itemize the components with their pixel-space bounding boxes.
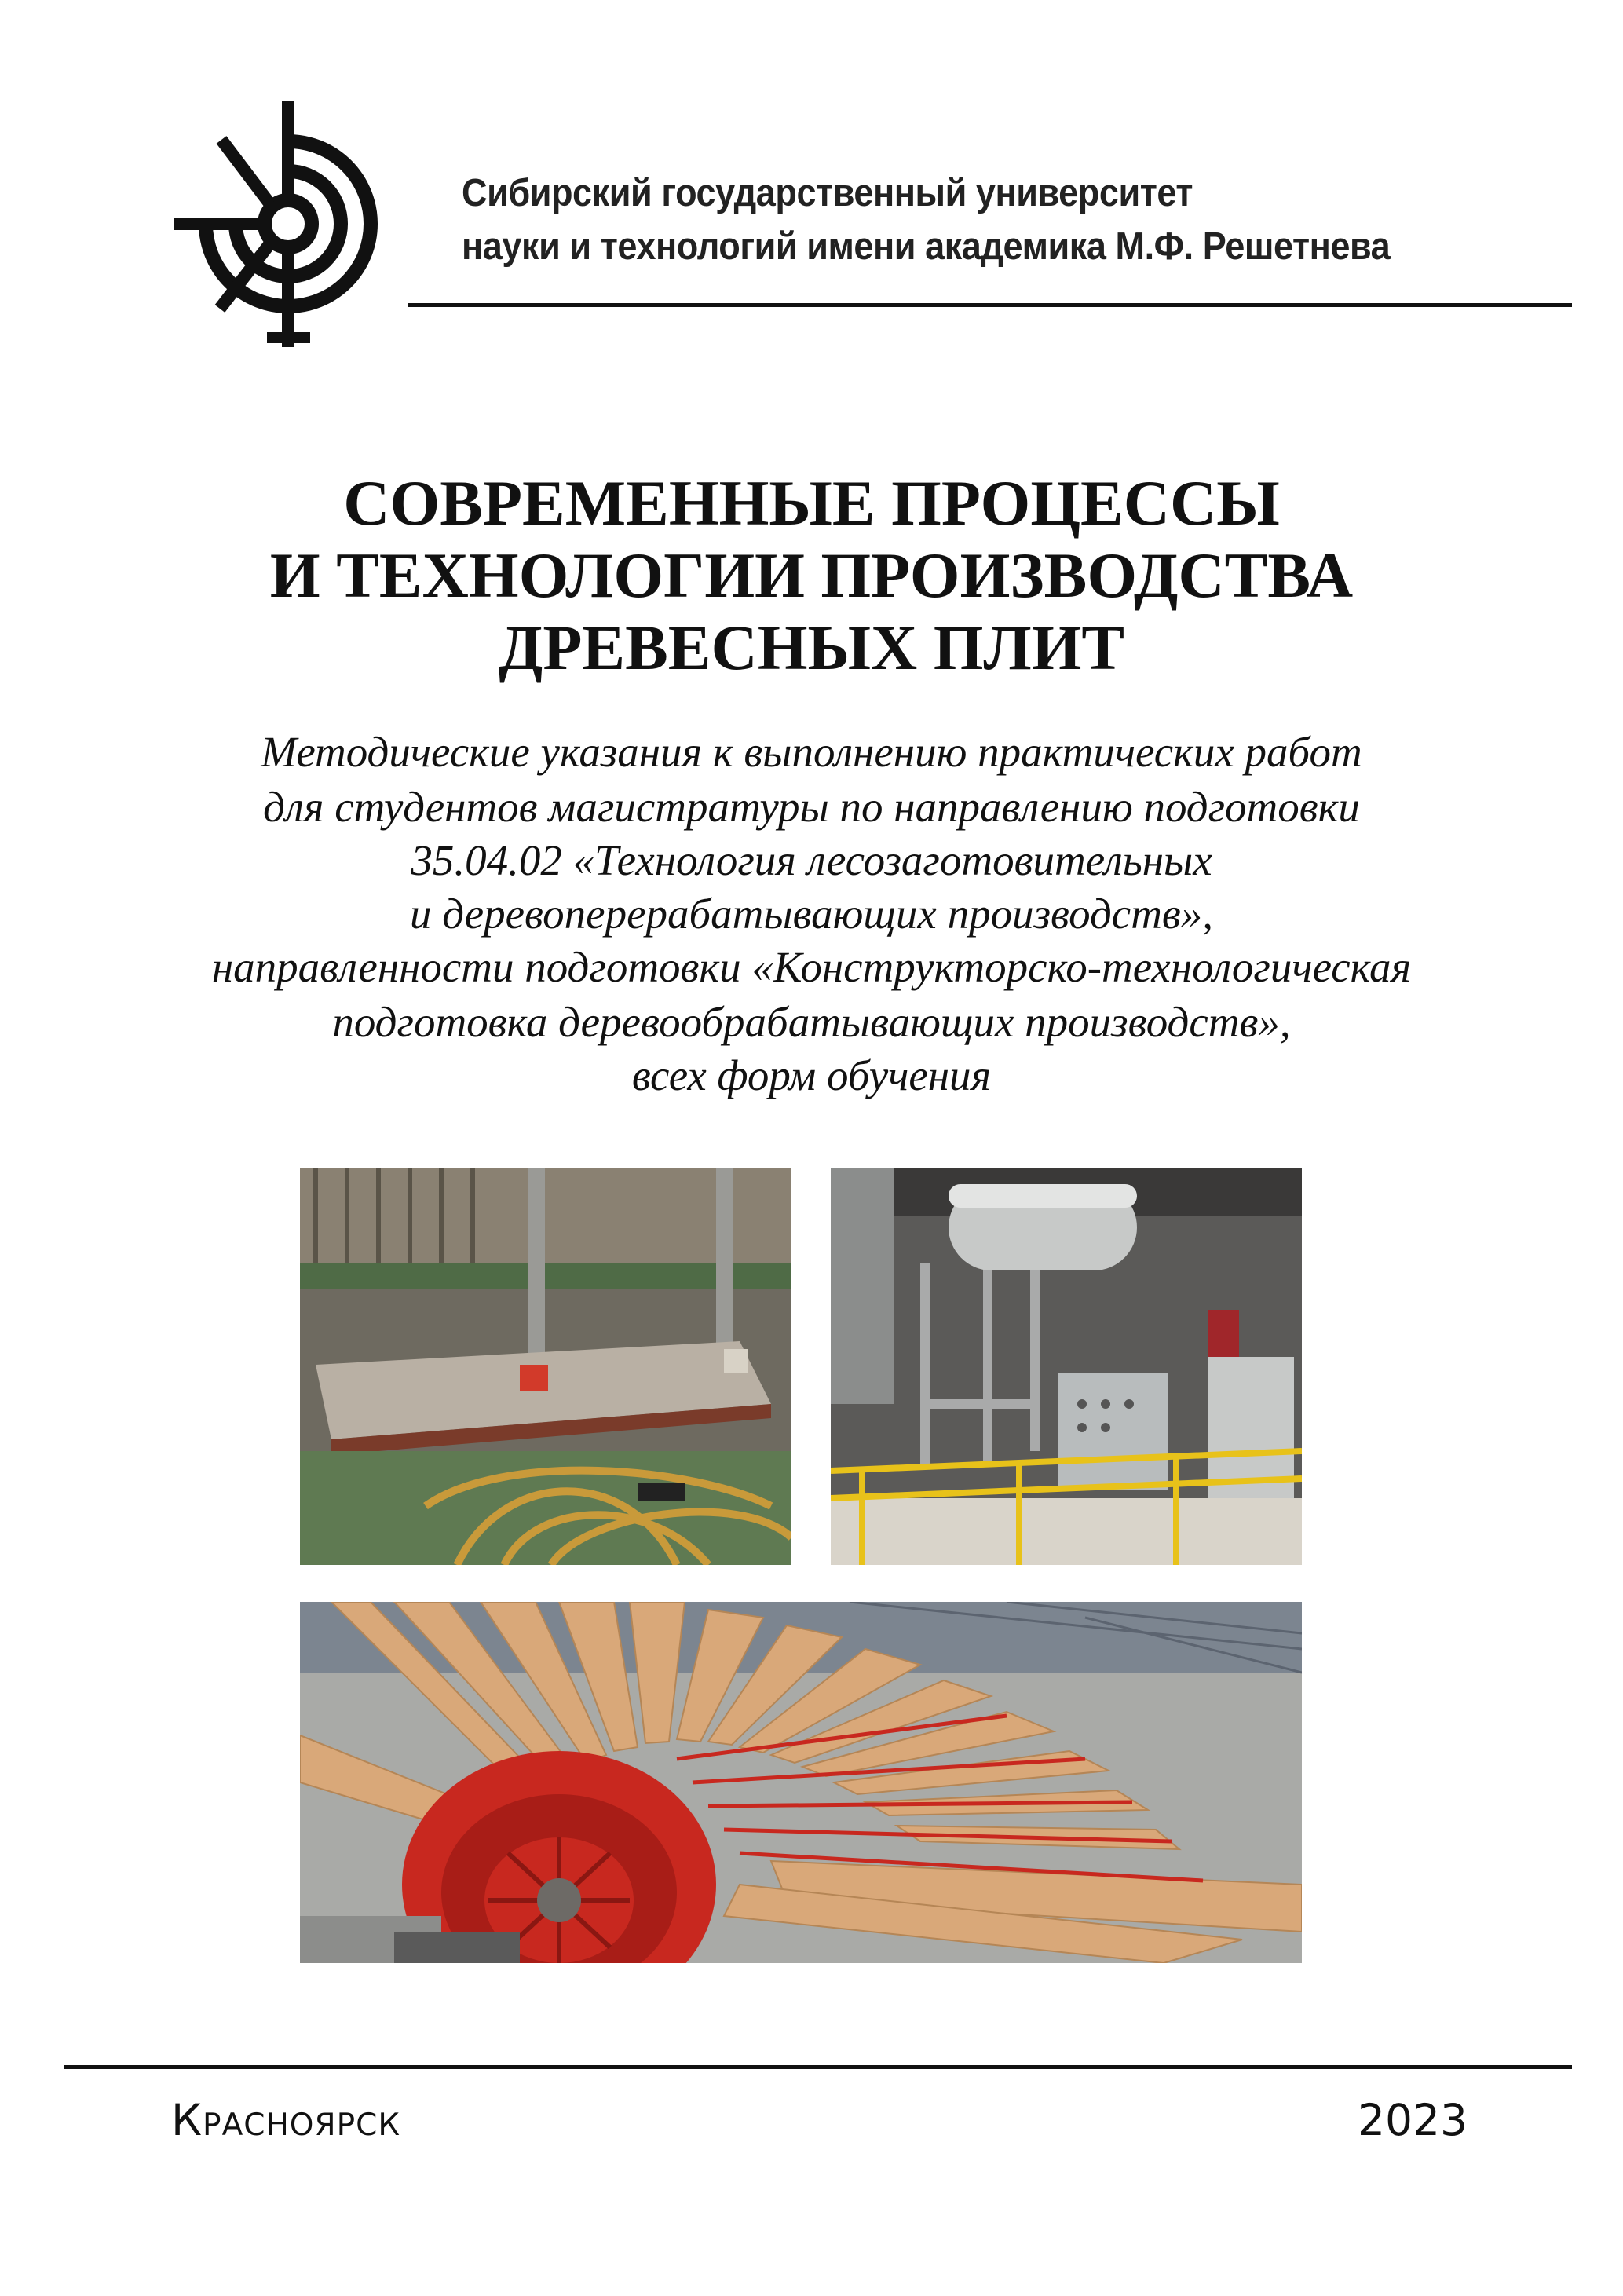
press-machine-photo xyxy=(300,1168,791,1565)
publication-city: Красноярск xyxy=(171,2095,401,2145)
subtitle-line7: всех форм обучения xyxy=(631,1051,992,1099)
university-name-line2: науки и технологий имени академика М.Ф. Решетнева xyxy=(462,225,1391,268)
subtitle-line6: подготовка деревообрабатывающих производств», xyxy=(332,998,1291,1046)
subtitle-line1: Методические указания к выполнению практических работ xyxy=(261,728,1362,776)
document-title-line2: И ТЕХНОЛОГИИ ПРОИЗВОДСТВА xyxy=(269,539,1354,611)
panel-cooling-turner-photo xyxy=(300,1602,1302,1963)
subtitle-line5: направленности подготовки «Конструкторско-технологическая xyxy=(211,943,1412,991)
university-emblem-icon xyxy=(174,101,402,347)
document-title-line1: СОВРЕМЕННЫЕ ПРОЦЕССЫ xyxy=(343,467,1280,539)
subtitle-line4: и деревоперерабатывающих производств», xyxy=(409,890,1214,938)
university-name-line1: Сибирский государственный университет xyxy=(462,172,1193,214)
header-divider xyxy=(408,303,1572,307)
document-title-line3: ДРЕВЕСНЫХ ПЛИТ xyxy=(498,612,1125,683)
publication-year: 2023 xyxy=(1358,2095,1468,2145)
subtitle-line2: для студентов магистратуры по направлению подготовки xyxy=(263,783,1360,831)
boiler-equipment-photo xyxy=(831,1168,1302,1565)
subtitle-line3: 35.04.02 «Технология лесозаготовительных xyxy=(411,836,1212,884)
footer-divider xyxy=(64,2065,1572,2069)
